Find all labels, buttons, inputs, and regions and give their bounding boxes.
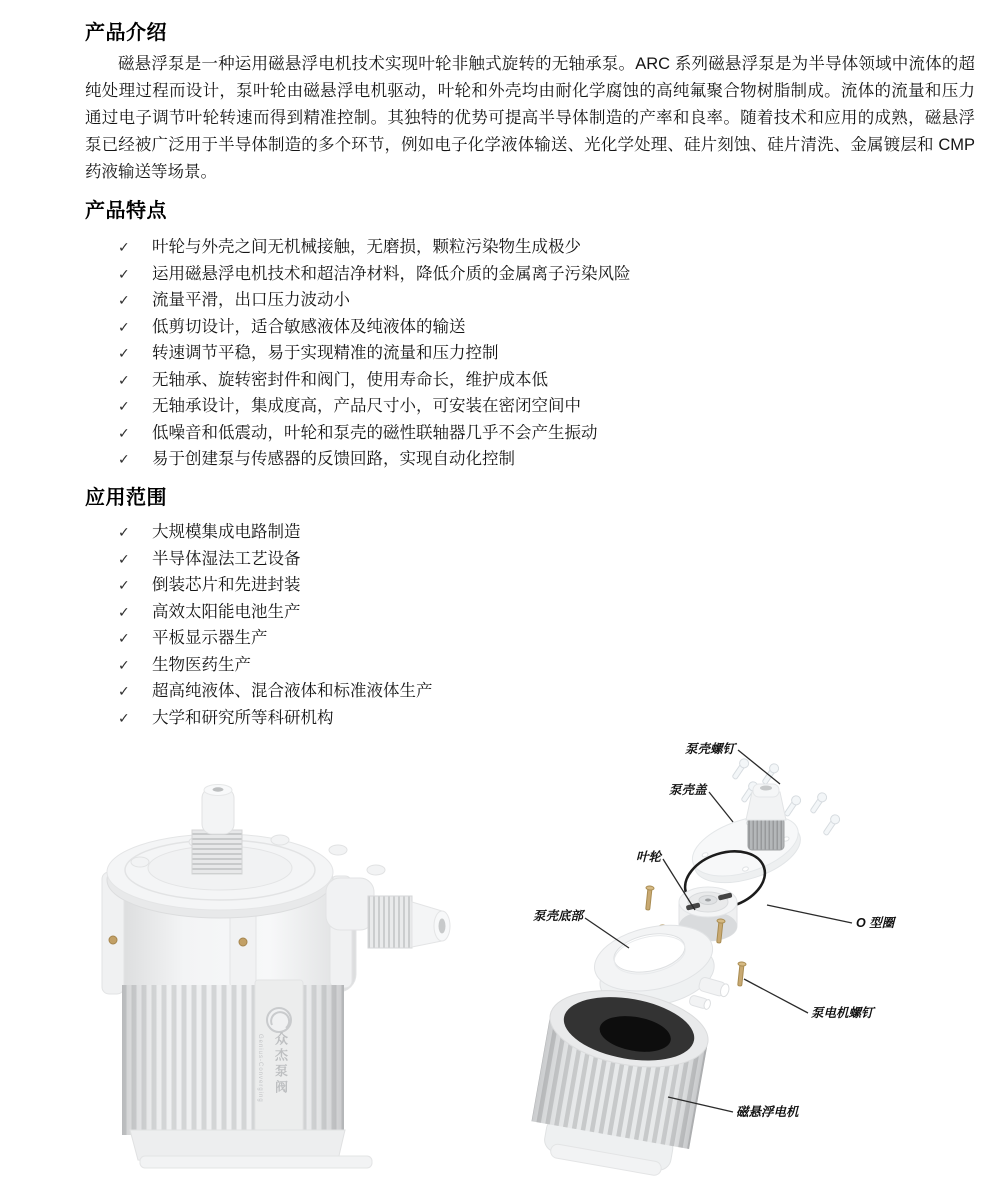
application-item-text: 高效太阳能电池生产	[152, 602, 301, 621]
check-icon: ✓	[118, 265, 130, 282]
application-item-text: 超高纯液体、混合液体和标准液体生产	[152, 682, 433, 700]
section-heading-applications: 应用范围	[85, 487, 167, 509]
feature-item-text: 流量平滑，出口压力波动小	[152, 291, 350, 309]
part-label-pump-cover: 泵壳盖	[669, 783, 707, 797]
application-item	[85, 652, 955, 679]
feature-item	[85, 446, 955, 473]
pump-top-port	[192, 785, 242, 875]
application-item	[85, 678, 955, 705]
feature-item	[85, 261, 955, 288]
feature-item	[85, 393, 955, 420]
section-heading-intro: 产品介绍	[85, 22, 167, 44]
features-list	[85, 234, 955, 473]
application-item	[85, 519, 955, 546]
feature-item-text: 低剪切设计，适合敏感液体及纯液体的输送	[152, 317, 466, 336]
feature-item	[85, 287, 955, 314]
maglev-motor	[526, 979, 714, 1177]
section-heading-features: 产品特点	[85, 200, 167, 222]
feature-item	[85, 234, 955, 261]
check-icon: ✓	[118, 318, 130, 335]
feature-item-text: 运用磁悬浮电机技术和超洁净材料，降低介质的金属离子污染风险	[152, 264, 631, 283]
check-icon: ✓	[118, 630, 130, 646]
intro-paragraph: 磁悬浮泵是一种运用磁悬浮电机技术实现叶轮非触式旋转的无轴承泵。ARC 系列磁悬浮泵是为半导体领域中流体的超纯处理过程而设计，泵叶轮由磁悬浮电机驱动，叶轮和外壳均由耐化学腐蚀的高纯氟聚合物树脂制成。流体的流量和压力通过电子调节叶轮转速而得到精准控制。其独特的优势可提高半导体制造的产率和良率。随着技术和应用的成熟，磁悬浮泵已经被广泛用于半导体制造的多个环节，例如电子化学液体输送、光化学处理、硅片刻蚀、硅片清洗、金属镀层和 CMP 药液输送等场景。	[85, 55, 975, 181]
check-icon: ✓	[118, 656, 130, 673]
application-item-text: 倒装芯片和先进封装	[152, 576, 301, 594]
exploded-view-figure	[490, 730, 992, 1177]
check-icon: ✓	[118, 577, 130, 593]
check-icon: ✓	[118, 371, 130, 388]
feature-item-text: 叶轮与外壳之间无机械接触，无磨损，颗粒污染物生成极少	[152, 238, 581, 256]
pump-base	[130, 1130, 372, 1168]
application-item	[85, 625, 955, 652]
part-label-o-ring: O 型圈	[856, 916, 895, 930]
check-icon: ✓	[118, 239, 130, 255]
check-icon: ✓	[118, 424, 130, 441]
feature-item	[85, 340, 955, 367]
check-icon: ✓	[118, 709, 130, 726]
check-icon: ✓	[118, 398, 130, 414]
check-icon: ✓	[118, 603, 130, 620]
applications-list	[85, 519, 955, 731]
application-item	[85, 705, 955, 732]
application-item-text: 生物医药生产	[152, 655, 251, 674]
check-icon: ✓	[118, 683, 130, 699]
feature-item-text: 转速调节平稳，易于实现精准的流量和压力控制	[152, 344, 499, 362]
feature-item-text: 低噪音和低震动，叶轮和泵壳的磁性联轴器几乎不会产生振动	[152, 423, 598, 442]
application-item	[85, 572, 955, 599]
feature-item-text: 无轴承、旋转密封件和阀门，使用寿命长，维护成本低	[152, 370, 548, 389]
part-label-motor-screws: 泵电机螺钉	[811, 1006, 874, 1020]
check-icon: ✓	[118, 524, 130, 540]
brand-logo-text-cn: 众杰泵阀	[273, 1032, 288, 1096]
feature-item-text: 无轴承设计，集成度高，产品尺寸小，可安装在密闭空间中	[152, 397, 581, 415]
feature-item-text: 易于创建泵与传感器的反馈回路，实现自动化控制	[152, 450, 515, 468]
application-item-text: 平板显示器生产	[152, 629, 268, 647]
application-item-text: 大学和研究所等科研机构	[152, 708, 334, 727]
feature-item	[85, 420, 955, 447]
part-label-maglev-motor: 磁悬浮电机	[736, 1105, 799, 1119]
application-item	[85, 546, 955, 573]
application-item-text: 半导体湿法工艺设备	[152, 549, 301, 568]
application-item	[85, 599, 955, 626]
feature-item	[85, 314, 955, 341]
part-label-cover-screws: 泵壳螺钉	[685, 742, 736, 756]
brand-logo-icon	[267, 1008, 291, 1032]
part-label-housing-bottom: 泵壳底部	[533, 909, 584, 923]
application-item-text: 大规模集成电路制造	[152, 523, 301, 541]
feature-item	[85, 367, 955, 394]
check-icon: ✓	[118, 451, 130, 467]
brand-logo-text-en: Genius-Converging	[257, 1034, 263, 1103]
check-icon: ✓	[118, 292, 130, 308]
part-label-impeller: 叶轮	[636, 850, 662, 864]
check-icon: ✓	[118, 550, 130, 567]
check-icon: ✓	[118, 345, 130, 361]
pump-finned-body	[122, 980, 344, 1152]
